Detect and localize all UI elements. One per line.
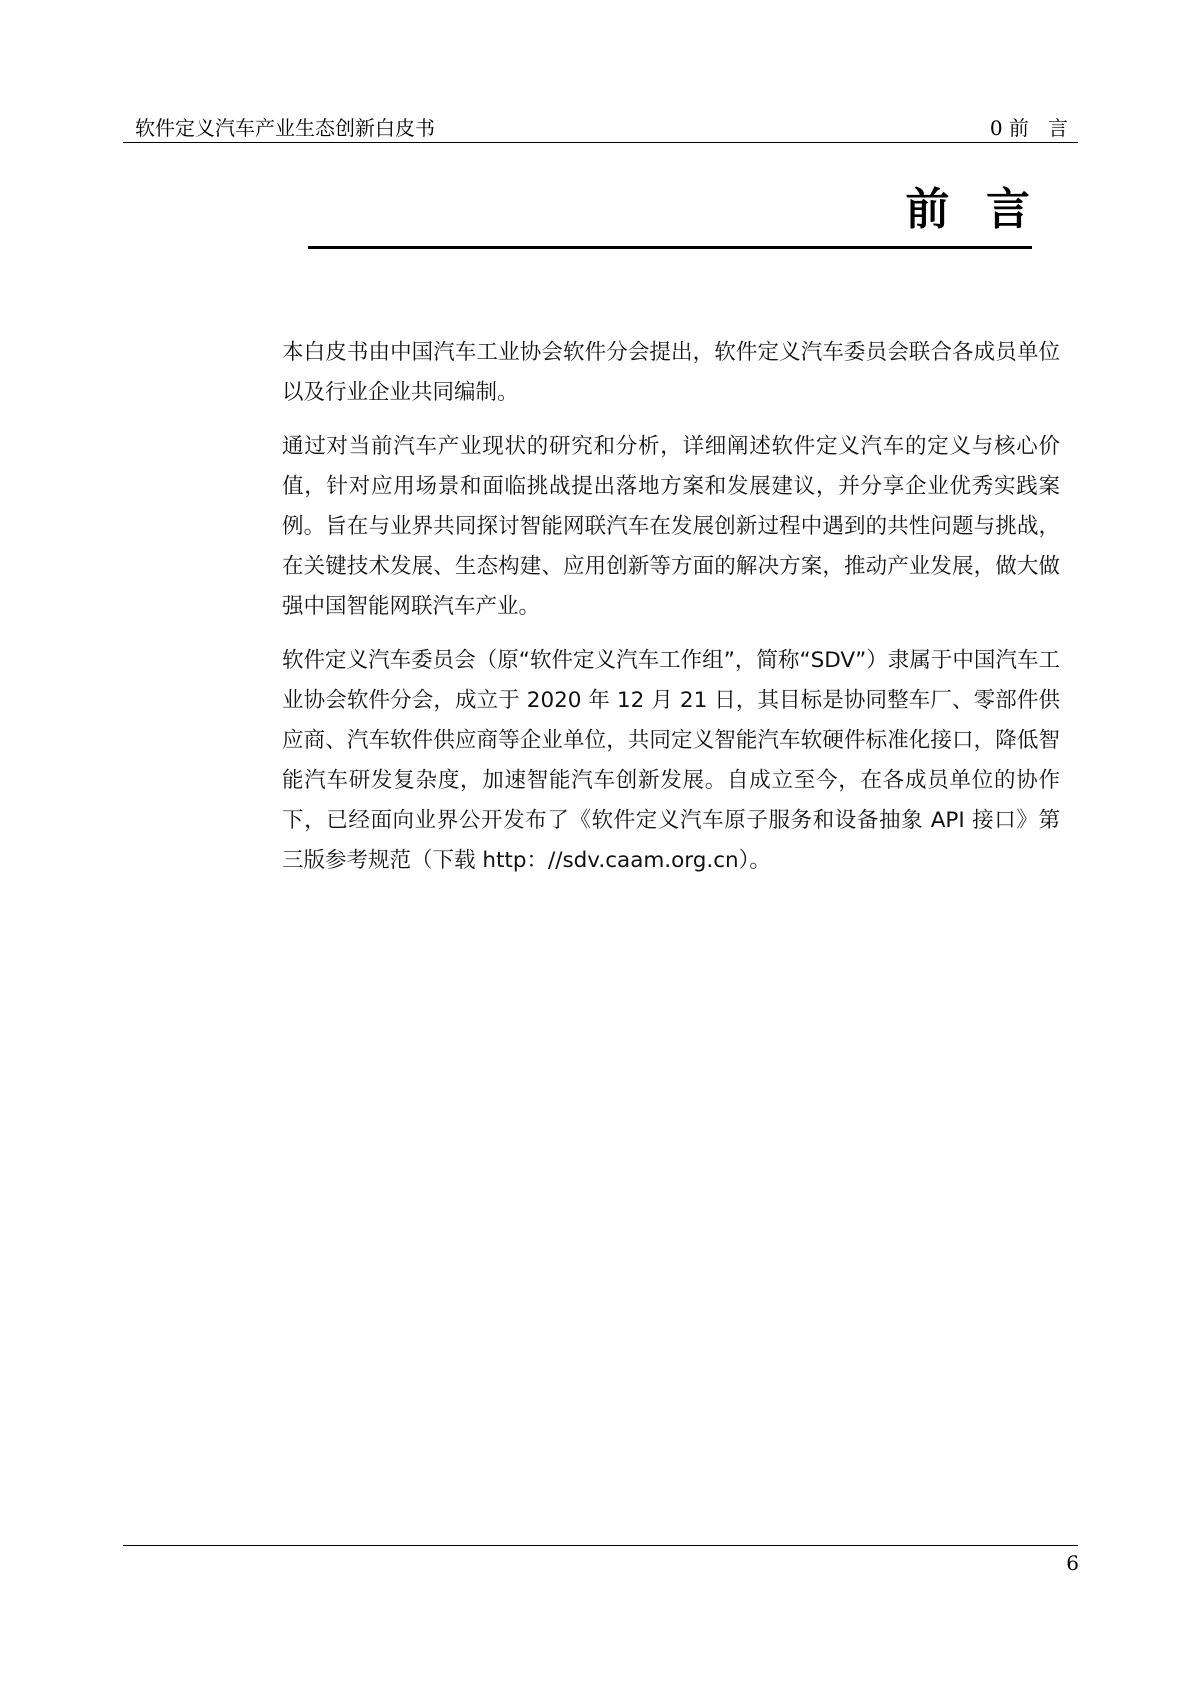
title-underline	[308, 246, 1032, 249]
paragraph: 本白皮书由中国汽车工业协会软件分会提出，软件定义汽车委员会联合各成员单位以及行业企业共同编制。	[282, 340, 1060, 405]
running-header	[123, 112, 1078, 146]
chapter-title: 前 言	[905, 184, 1032, 235]
document-title: 软件定义汽车产业生态创新白皮书	[135, 116, 435, 140]
paragraph: 软件定义汽车委员会（原“软件定义汽车工作组”，简称“SDV”）隶属于中国汽车工业协会软件分会，成立于 2020 年 12 月 21 日，其目标是协同整车厂、零部件供应商、汽车软件供应商等企业单位，共同定义智能汽车软硬件标准化接口，降低智能汽车研发复杂度，加速智能汽车创新发展。自成立至今，在各成员单位的协作下，已经面向业界公开发布了《软件定义汽车原子服务和设备抽象 API 接口》第三版参考规范（下载 http：//sdv.caam.org.cn）。	[282, 648, 1060, 873]
body-text	[282, 333, 1060, 895]
section-name: 0 前 言	[989, 116, 1068, 140]
footer-divider	[123, 1545, 1078, 1546]
page-number: 6	[1066, 1551, 1079, 1575]
header-divider	[123, 142, 1078, 143]
paragraph: 通过对当前汽车产业现状的研究和分析，详细阐述软件定义汽车的定义与核心价值，针对应用场景和面临挑战提出落地方案和发展建议，并分享企业优秀实践案例。旨在与业界共同探讨智能网联汽车在发展创新过程中遇到的共性问题与挑战，在关键技术发展、生态构建、应用创新等方面的解决方案，推动产业发展，做大做强中国智能网联汽车产业。	[282, 434, 1060, 619]
